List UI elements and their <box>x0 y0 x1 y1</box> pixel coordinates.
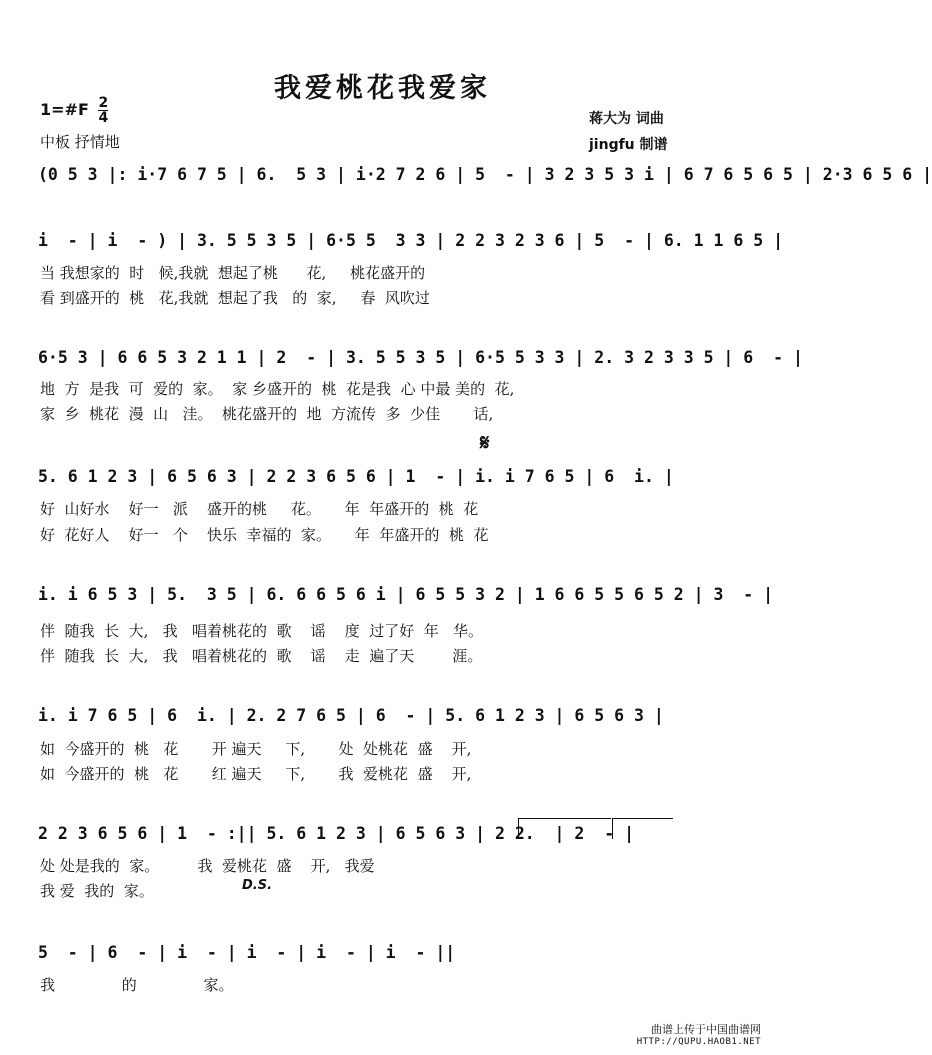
time-signature <box>98 96 108 125</box>
lyric-line-2a: 当 我想家的 时 候,我就 想起了桃 花, 桃花盛开的 <box>40 264 426 282</box>
footer-url: HTTP://QUPU.HAOB1.NET <box>636 1037 761 1047</box>
arranger: jingfu 制谱 <box>589 137 668 153</box>
music-line-7: 2 2 3 6 5 6 | 1 - :|| 5. 6 1 2 3 | 6 5 6 3 | 2 2. | 2 - | <box>38 824 635 843</box>
lyric-line-7a: 处 处是我的 家。 我 爱桃花 盛 开, 我爱 <box>40 857 375 875</box>
lyric-line-6a: 如 今盛开的 桃 花 开 遍天 下, 处 处桃花 盛 开, <box>40 740 472 758</box>
music-line-5: i. i 6 5 3 | 5. 3 5 | 6. 6 6 5 6 i | 6 5 5 3 2 | 1 6 6 5 5 6 5 2 | 3 - | <box>38 585 774 604</box>
music-line-2: i - | i - ) | 3. 5 5 3 5 | 6·5 5 3 3 | 2 2 3 2 3 6 | 5 - | 6. 1 1 6 5 | <box>38 231 784 250</box>
site-footer <box>637 1023 761 1049</box>
music-line-4: 5. 6 1 2 3 | 6 5 6 3 | 2 2 3 6 5 6 | 1 - | i. i 7 6 5 | 6 i. | <box>38 467 674 486</box>
key-text: 1=#F <box>40 100 89 119</box>
music-line-8: 5 - | 6 - | i - | i - | i - | i - || <box>38 943 456 962</box>
lyric-line-2b: 看 到盛开的 桃 花,我就 想起了我 的 家, 春 风吹过 <box>40 289 430 307</box>
lyric-line-4b: 好 花好人 好一 个 快乐 幸福的 家。 年 年盛开的 桃 花 <box>40 526 489 544</box>
footer-line-1: 曲谱上传于中国曲谱网 <box>651 1023 761 1036</box>
lyricist-composer: 蒋大为 词曲 <box>589 111 664 127</box>
music-line-6: i. i 7 6 5 | 6 i. | 2. 2 7 6 5 | 6 - | 5. 6 1 2 3 | 6 5 6 3 | <box>38 706 664 725</box>
lyric-line-6b: 如 今盛开的 桃 花 红 遍天 下, 我 爱桃花 盛 开, <box>40 765 472 783</box>
time-denominator: 4 <box>98 110 109 126</box>
key-signature <box>40 96 108 125</box>
lyric-line-5a: 伴 随我 长 大, 我 唱着桃花的 歌 谣 度 过了好 年 华。 <box>40 622 484 640</box>
lyric-line-5b: 伴 随我 长 大, 我 唱着桃花的 歌 谣 走 遍了天 涯。 <box>40 647 483 665</box>
lyric-line-8: 我 的 家。 <box>40 976 234 994</box>
song-title: 我爱桃花我爱家 <box>274 73 491 104</box>
lyric-line-7b: 我 爱 我的 家。 <box>40 882 154 900</box>
time-numerator: 2 <box>98 95 109 111</box>
segno-sign: 𝄋 <box>480 431 490 456</box>
dal-segno-mark: D.S. <box>242 878 273 893</box>
music-line-3: 6·5 3 | 6 6 5 3 2 1 1 | 2 - | 3. 5 5 3 5 | 6·5 5 3 3 | 2. 3 2 3 3 5 | 6 - | <box>38 348 803 367</box>
lyric-line-3a: 地 方 是我 可 爱的 家。 家 乡盛开的 桃 花是我 心 中最 美的 花, <box>40 380 515 398</box>
credits <box>589 106 668 158</box>
tempo-marking: 中板 抒情地 <box>40 133 120 151</box>
lyric-line-3b: 家 乡 桃花 漫 山 洼。 桃花盛开的 地 方流传 多 少佳 话, <box>40 405 494 423</box>
lyric-line-4a: 好 山好水 好一 派 盛开的桃 花。 年 年盛开的 桃 花 <box>40 500 479 518</box>
music-line-1: (0 5 3 |: i·7 6 7 5 | 6. 5 3 | i·2 7 2 6 | 5 - | 3 2 3 5 3 i | 6 7 6 5 6 5 | 2·3 6 5 6 | <box>38 165 932 184</box>
